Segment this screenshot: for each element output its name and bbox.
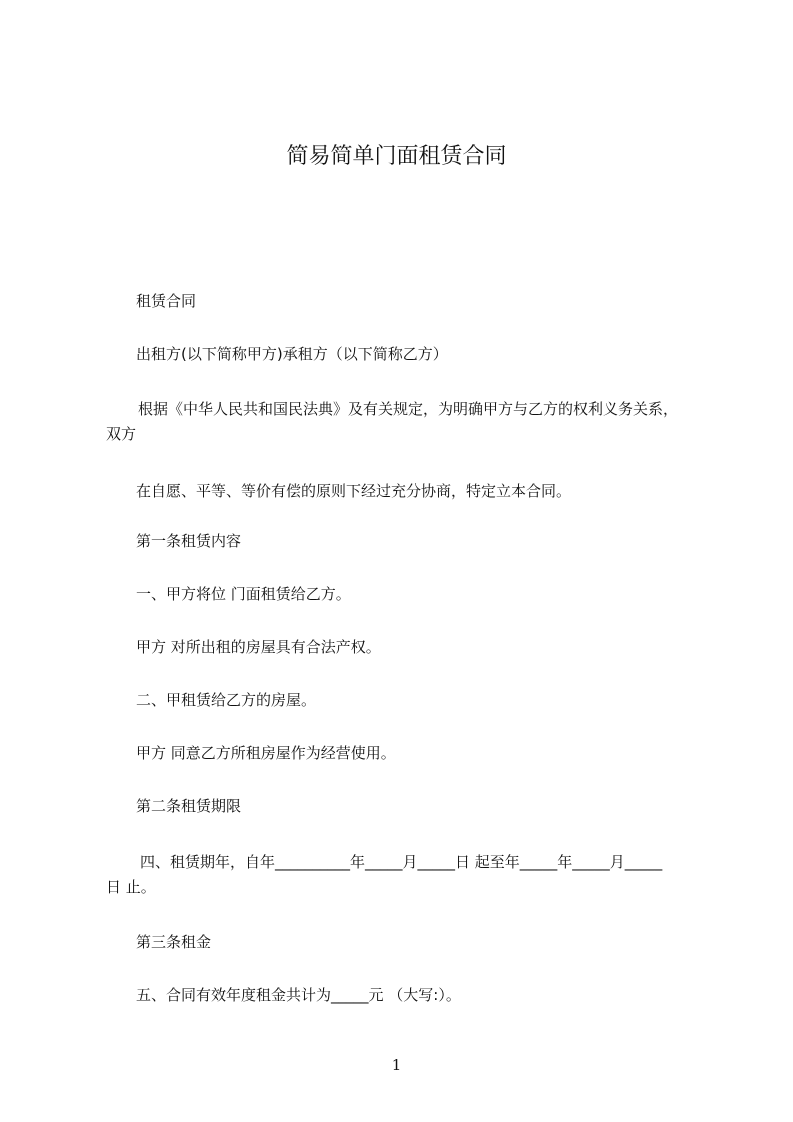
paragraph-lease-contract: 租赁合同: [136, 292, 197, 310]
clause-2: 二、甲租赁给乙方的房屋。: [136, 691, 317, 709]
paragraph-legal-basis: 根据《中华人民共和国民法典》及有关规定，为明确甲方与乙方的权利义务关系，: [138, 400, 679, 418]
section-heading-article-2: 第二条租赁期限: [136, 797, 242, 815]
paragraph-both-parties: 双方: [106, 425, 137, 443]
clause-5-rent: 五、合同有效年度租金共计为_____元 （大写:）。: [136, 986, 461, 1004]
paragraph-parties: 出租方(以下简称甲方)承租方（以下简称乙方）: [136, 345, 448, 363]
page-number: 1: [391, 1056, 402, 1074]
clause-4-lease-term-end: 日 止。: [106, 878, 156, 896]
section-heading-article-3: 第三条租金: [136, 933, 212, 951]
clause-1: 一、甲方将位 门面租赁给乙方。: [136, 585, 351, 603]
clause-2-usage: 甲方 同意乙方所租房屋作为经营使用。: [136, 744, 396, 762]
section-heading-article-1: 第一条租赁内容: [136, 532, 242, 550]
clause-4-lease-term: 四、租赁期年，自年__________年_____月_____日 起至年_____年_____月_____: [140, 853, 663, 871]
paragraph-principles: 在自愿、平等、等价有偿的原则下经过充分协商，特定立本合同。: [136, 482, 572, 500]
document-title: 简易简单门面租赁合同: [286, 144, 507, 169]
clause-1-property-right: 甲方 对所出租的房屋具有合法产权。: [136, 638, 381, 656]
